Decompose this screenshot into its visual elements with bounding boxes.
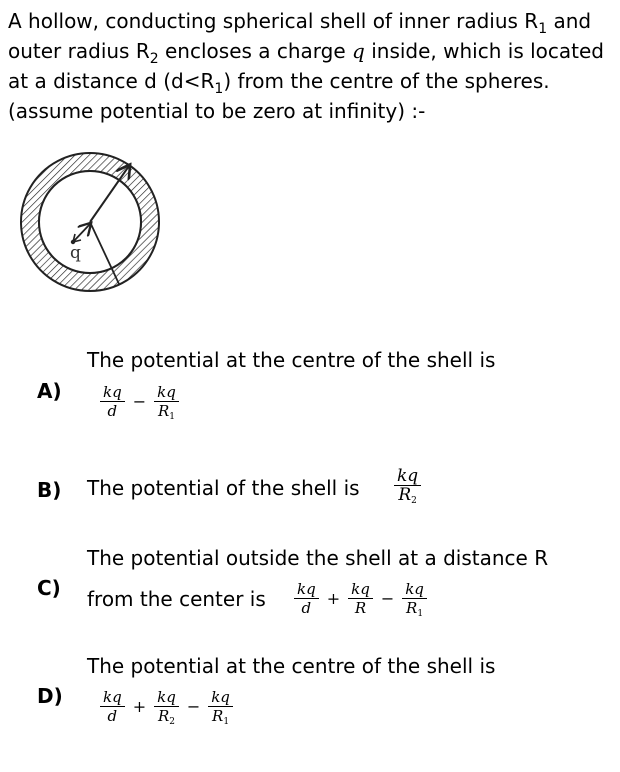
option-a-letter: A) [37, 379, 62, 403]
option-c-letter: C) [37, 576, 61, 600]
charge-symbol: q [352, 39, 365, 63]
option-b-text: The potential of the shell is [87, 476, 360, 500]
option-a-text: The potential at the centre of the shell is [87, 348, 496, 372]
option-b-letter: B) [37, 478, 62, 502]
option-b-formula: $\frac{kq}{R_2}$ [390, 468, 425, 503]
shell-diagram [18, 148, 168, 298]
charge-label: q [70, 243, 81, 263]
option-d-formula: $\frac{kq}{d}$ + $\frac{kq}{R_2}$ − $\frac{kq}{R_1}$ [96, 689, 237, 724]
option-c-text-line2: from the center is [87, 587, 266, 611]
option-a-formula: $\frac{kq}{d}$ − $\frac{kq}{R_1}$ [96, 384, 183, 419]
option-c-formula: $\frac{kq}{d}$ + $\frac{kq}{R}$ − $\frac{kq}{R_1}$ [290, 581, 431, 616]
option-c-text-line1: The potential outside the shell at a distance R [87, 546, 549, 570]
spherical-shell-figure [18, 148, 168, 298]
option-d-letter: D) [37, 684, 63, 708]
question-text: A hollow, conducting spherical shell of inner radius $R_1$ and outer radius $R_2$ encloses a charge q inside, which is located at a distance d $(d<R_1)$ from the centre of the spheres. (assume potential to be zero at infinity) :- [8, 9, 604, 123]
option-d-text: The potential at the centre of the shell is [87, 654, 496, 678]
